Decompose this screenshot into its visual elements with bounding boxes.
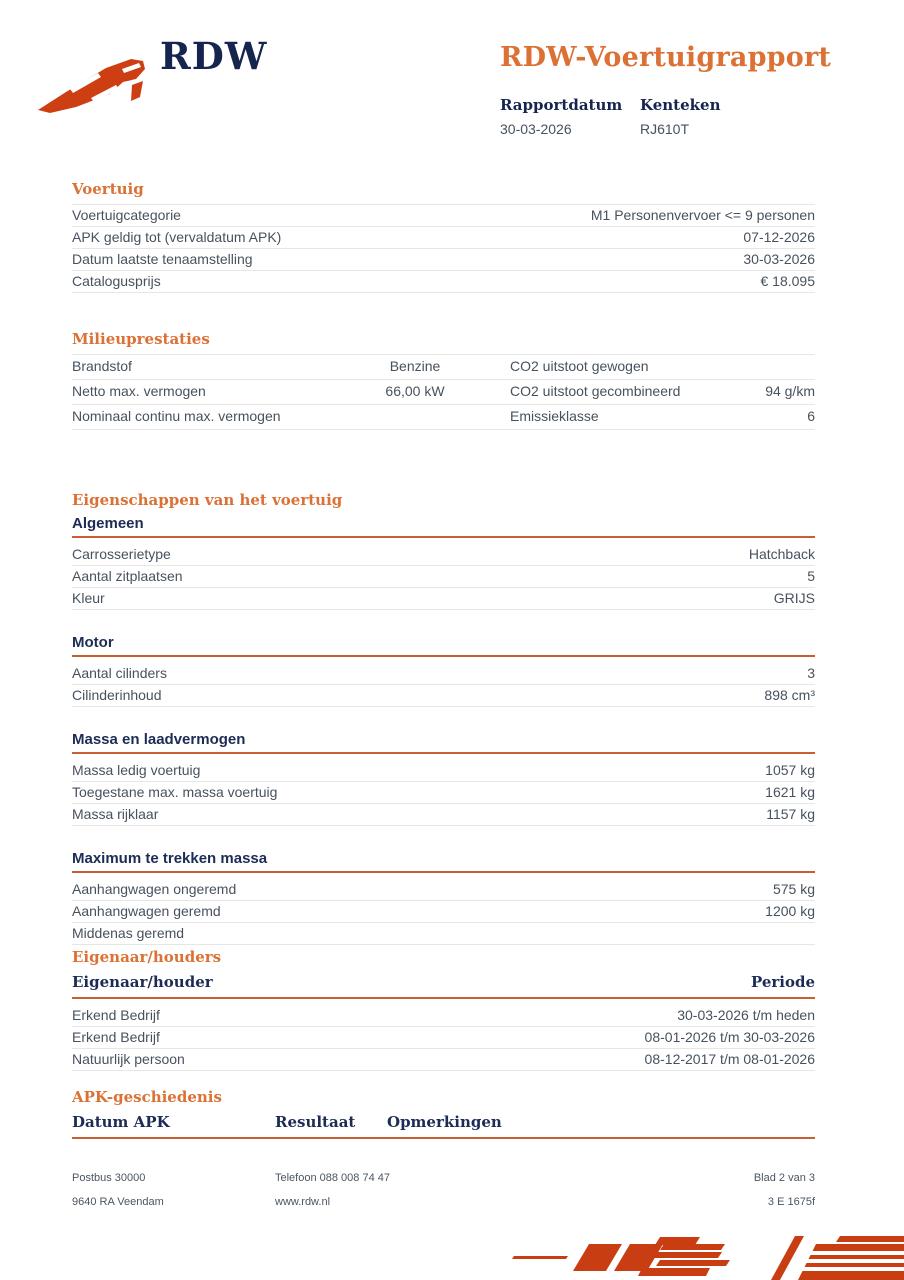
row-label: Carrosserietype <box>72 546 171 562</box>
table-row <box>72 1049 815 1071</box>
owner-name: Erkend Bedrijf <box>72 1029 160 1045</box>
section-rule <box>72 752 815 754</box>
row-value: Benzine <box>389 358 441 374</box>
section-rule <box>72 536 815 538</box>
footer-address-2: 9640 RA Veendam <box>72 1196 164 1208</box>
table-row <box>72 271 815 293</box>
column-header-datum: Datum APK <box>72 1113 170 1131</box>
row-value <box>320 405 510 429</box>
row-label: Aantal zitplaatsen <box>72 568 183 584</box>
row-value: 3 <box>807 665 815 681</box>
section-milieuprestaties <box>72 330 815 430</box>
row-label: Catalogusprijs <box>72 273 161 289</box>
table-row <box>72 879 815 901</box>
row-value <box>700 355 815 379</box>
subsection-trekken-massa <box>72 850 815 945</box>
subsection-algemeen <box>72 515 815 610</box>
row-value: 898 cm³ <box>764 687 815 703</box>
footer-line-2 <box>72 1196 815 1208</box>
row-value: 575 kg <box>772 881 815 897</box>
footer-phone: Telefoon 088 008 74 47 <box>275 1172 390 1184</box>
row-label: Massa ledig voertuig <box>72 762 201 778</box>
kenteken-label: Kenteken <box>640 96 721 114</box>
owner-period: 08-12-2017 t/m 08-01-2026 <box>644 1051 815 1067</box>
report-date-value: 30-03-2026 <box>500 121 572 137</box>
table-row <box>72 566 815 588</box>
table-header-row <box>72 1113 815 1137</box>
row-label: Aantal cilinders <box>72 665 167 681</box>
row-value: M1 Personenvervoer <= 9 personen <box>590 207 815 223</box>
table-row <box>72 1027 815 1049</box>
row-label: Toegestane max. massa voertuig <box>72 784 278 800</box>
owner-name: Natuurlijk persoon <box>72 1051 185 1067</box>
row-label: Massa rijklaar <box>72 806 159 822</box>
footer-line-1 <box>72 1172 815 1184</box>
table-row <box>72 804 815 826</box>
section-title: Eigenschappen van het voertuig <box>72 491 343 509</box>
footer-address-1: Postbus 30000 <box>72 1172 146 1184</box>
subsection-title: Motor <box>72 634 114 651</box>
row-value: 5 <box>807 568 815 584</box>
table-row <box>72 355 815 380</box>
table-row <box>72 663 815 685</box>
section-title: Milieuprestaties <box>72 330 210 348</box>
row-value: 1157 kg <box>766 806 815 822</box>
column-header-opmerkingen: Opmerkingen <box>387 1113 502 1131</box>
subsection-massa <box>72 731 815 826</box>
row-label: Nominaal continu max. vermogen <box>72 408 281 424</box>
table-row <box>72 923 815 945</box>
footer-website: www.rdw.nl <box>275 1196 331 1208</box>
table-row <box>72 380 815 405</box>
owner-period: 08-01-2026 t/m 30-03-2026 <box>644 1029 815 1045</box>
footer-doc-code: 3 E 1675f <box>767 1196 815 1208</box>
row-value: 1057 kg <box>765 762 815 778</box>
section-title: Eigenaar/houders <box>72 948 222 966</box>
row-value: GRIJS <box>773 590 815 606</box>
subsection-title: Massa en laadvermogen <box>72 731 246 748</box>
section-title: APK-geschiedenis <box>72 1088 222 1106</box>
row-label: Voertuigcategorie <box>72 207 181 223</box>
row-value: 94 g/km <box>765 383 815 399</box>
row-label: Aanhangwagen ongeremd <box>72 881 237 897</box>
row-label: Datum laatste tenaamstelling <box>72 251 253 267</box>
row-value: 07-12-2026 <box>743 229 815 245</box>
row-label: Emissieklasse <box>510 408 599 424</box>
table-header-row <box>72 973 815 997</box>
table-row <box>72 405 815 430</box>
subsection-motor <box>72 634 815 707</box>
table-row <box>72 544 815 566</box>
kenteken-value: RJ610T <box>640 121 690 137</box>
report-date-label: Rapportdatum <box>500 96 623 114</box>
row-label: Aanhangwagen geremd <box>72 903 221 919</box>
row-label: APK geldig tot (vervaldatum APK) <box>72 229 282 245</box>
table-row <box>72 760 815 782</box>
rdw-flag-icon <box>36 52 151 114</box>
row-value: 30-03-2026 <box>743 251 815 267</box>
table-row <box>72 1005 815 1027</box>
report-meta <box>500 96 780 139</box>
row-value: 6 <box>807 408 815 424</box>
subsection-title: Maximum te trekken massa <box>72 850 268 867</box>
row-value: 66,00 kW <box>385 383 445 399</box>
table-row <box>72 685 815 707</box>
row-label: Netto max. vermogen <box>72 383 206 399</box>
row-label: Middenas geremd <box>72 925 185 941</box>
row-label: Cilinderinhoud <box>72 687 162 703</box>
subsection-title: Algemeen <box>72 515 144 532</box>
row-value: 1200 kg <box>765 903 815 919</box>
owner-period: 30-03-2026 t/m heden <box>677 1007 815 1023</box>
section-voertuig <box>72 180 815 293</box>
page-title: RDW-Voertuigrapport <box>500 42 832 73</box>
column-header-period: Periode <box>750 973 815 991</box>
row-value: € 18.095 <box>760 273 815 289</box>
table-row <box>72 588 815 610</box>
table-row <box>72 901 815 923</box>
section-rule <box>72 655 815 657</box>
section-rule <box>72 1137 815 1139</box>
section-rule <box>72 997 815 999</box>
footer-page-indicator: Blad 2 van 3 <box>753 1172 815 1184</box>
owner-name: Erkend Bedrijf <box>72 1007 160 1023</box>
row-label: CO2 uitstoot gecombineerd <box>510 383 681 399</box>
rdw-stripes-graphic <box>510 1236 904 1280</box>
row-label: CO2 uitstoot gewogen <box>510 358 649 374</box>
row-label: Kleur <box>72 590 105 606</box>
table-row <box>72 249 815 271</box>
row-value: 1621 kg <box>765 784 815 800</box>
rdw-logo-text: RDW <box>160 34 268 78</box>
row-label: Brandstof <box>72 358 132 374</box>
table-row <box>72 227 815 249</box>
column-header-resultaat: Resultaat <box>275 1113 356 1131</box>
section-rule <box>72 871 815 873</box>
section-apk-geschiedenis <box>72 1088 815 1145</box>
row-value: Hatchback <box>748 546 815 562</box>
section-title: Voertuig <box>72 180 144 198</box>
column-header-owner: Eigenaar/houder <box>72 973 213 991</box>
section-eigenschappen <box>72 491 815 945</box>
section-eigenaren <box>72 948 815 1071</box>
table-row <box>72 205 815 227</box>
table-row <box>72 782 815 804</box>
